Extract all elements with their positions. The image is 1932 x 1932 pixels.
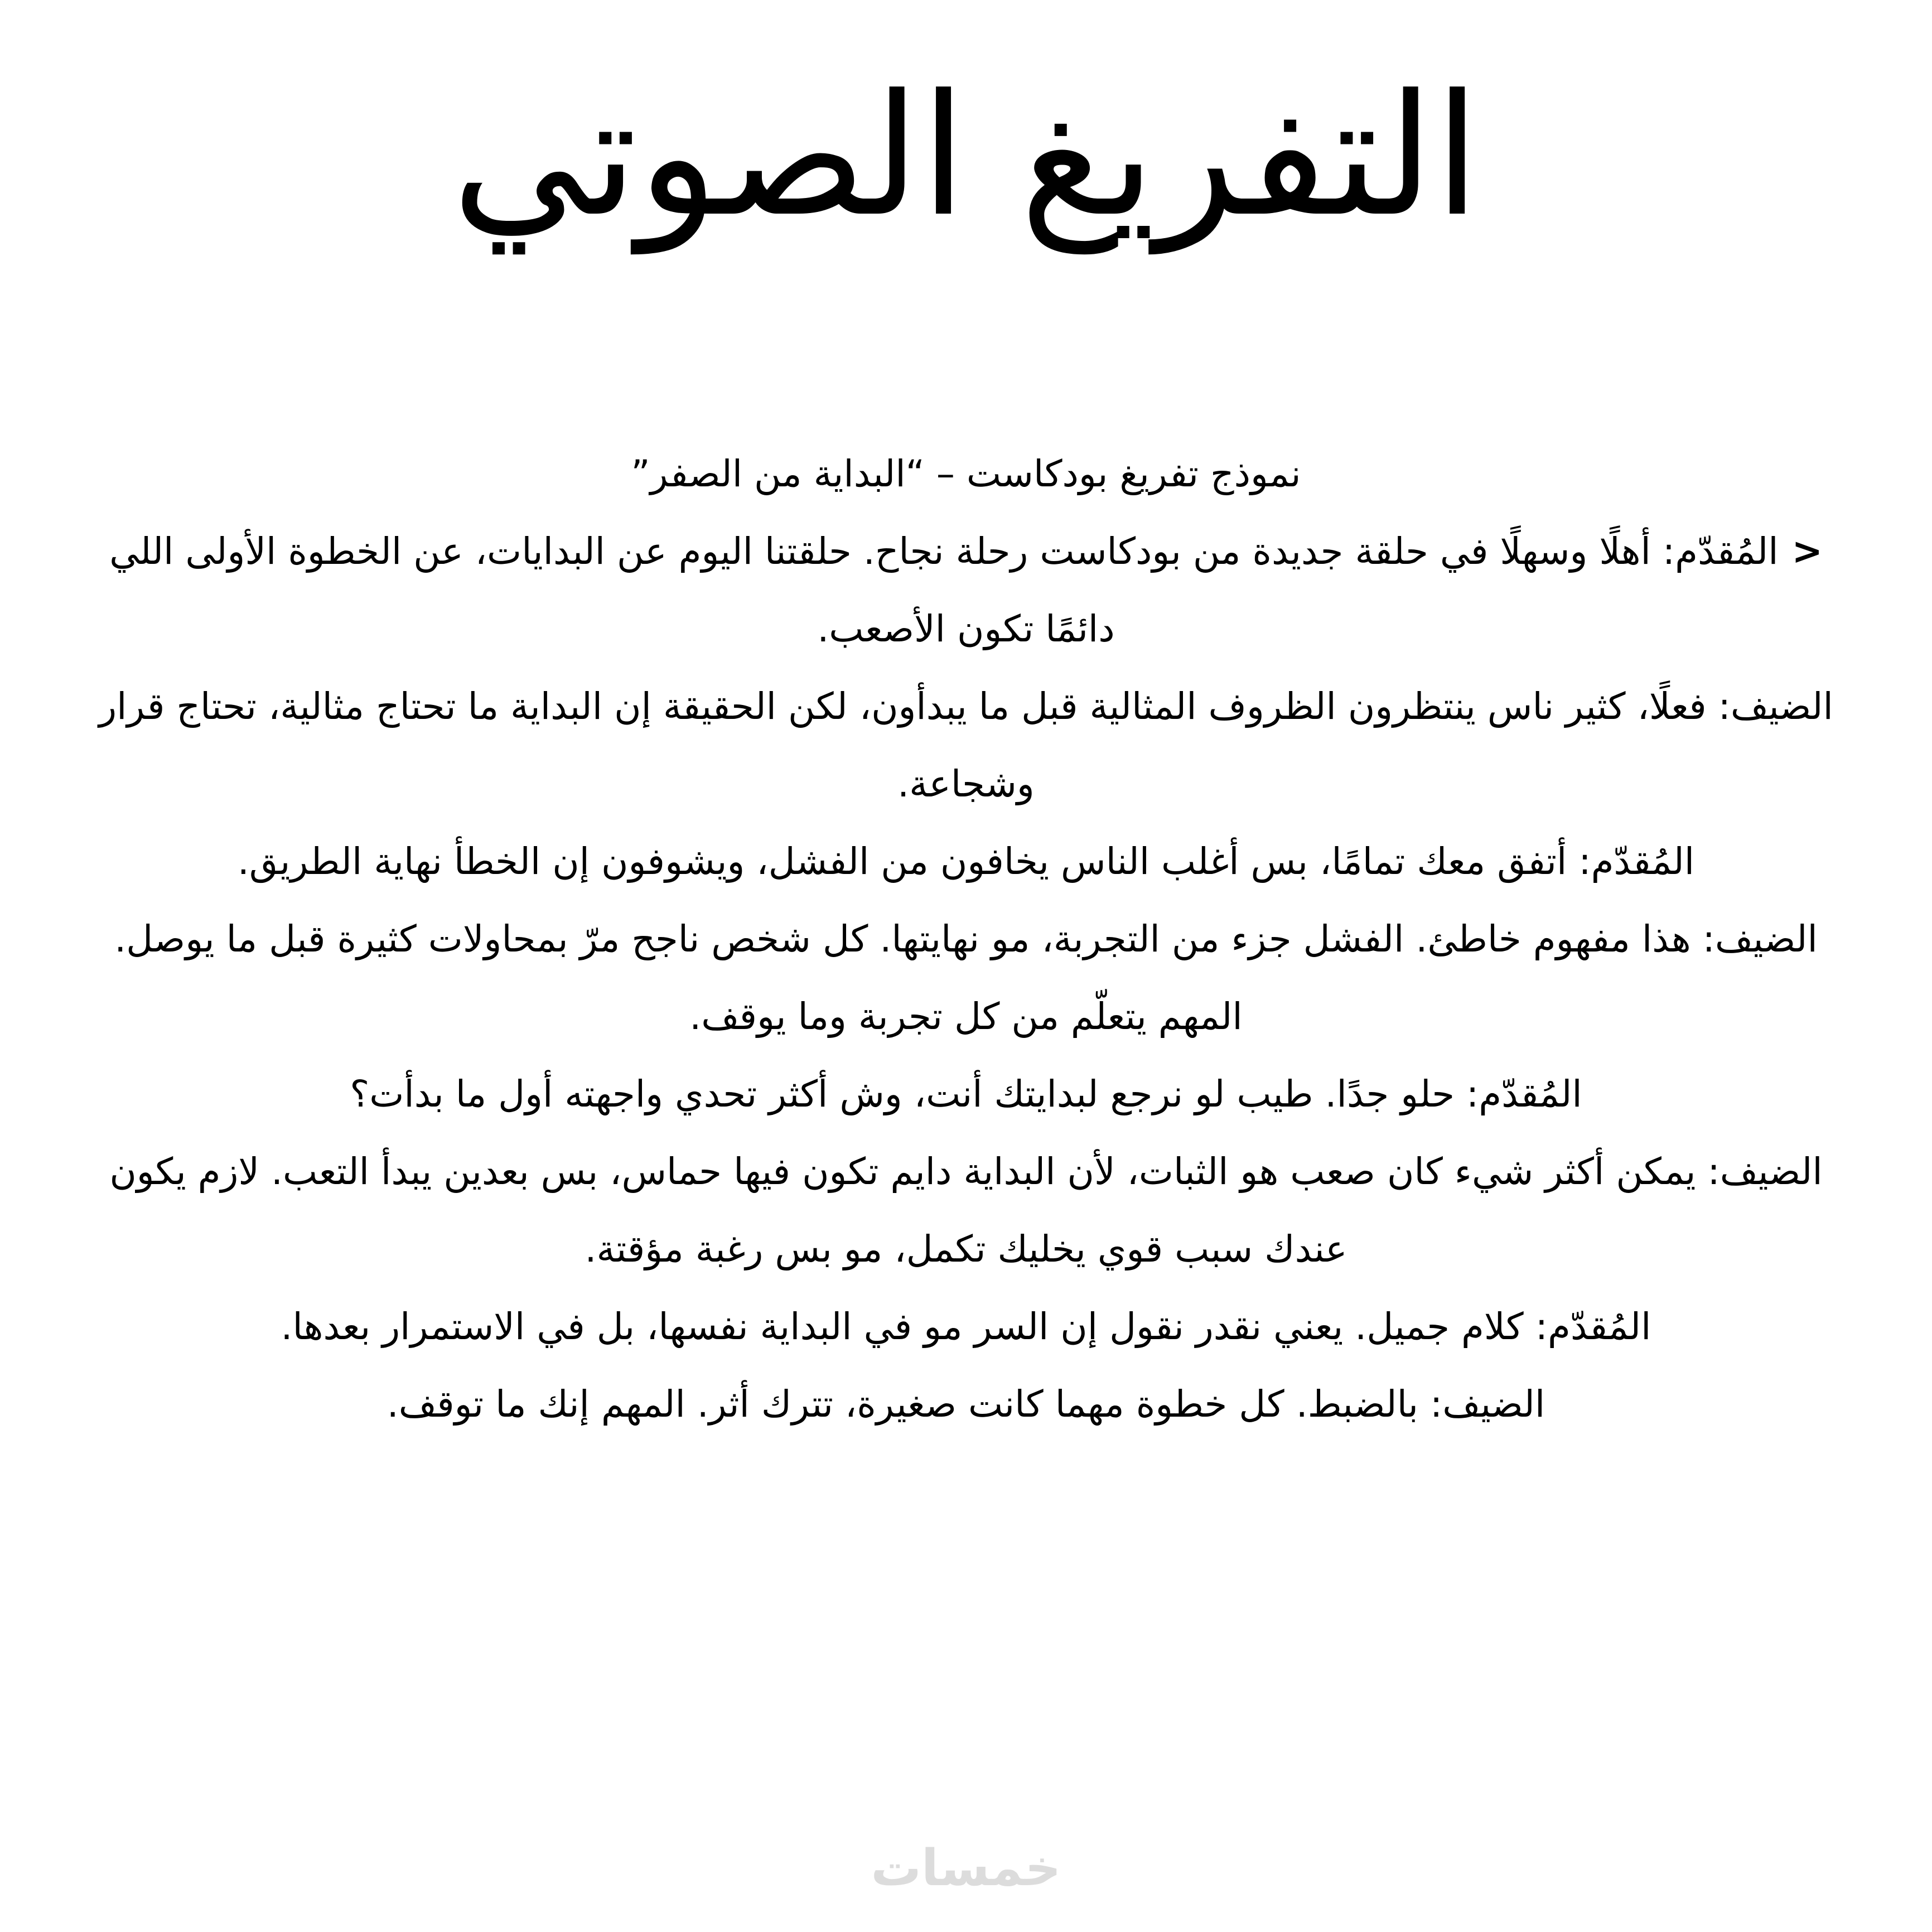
transcript-line [84, 513, 1848, 668]
page-title: التفريغ الصوتي [451, 59, 1481, 253]
transcript-line [84, 1055, 1848, 1133]
transcript-line [84, 823, 1848, 900]
quote-marker: < [1791, 530, 1823, 573]
line-text: هذا مفهوم خاطئ. الفشل جزء من التجربة، مو نهايتها. كل شخص ناجح مرّ بمحاولات كثيرة قبل ما يوصل. المهم يتعلّم من كل تجربة وما يوقف. [114, 917, 1691, 1038]
line-text: فعلًا، كثير ناس ينتظرون الظروف المثالية قبل ما يبدأون، لكن الحقيقة إن البداية ما تحتاج مثالية، تحتاج قرار وشجاعة. [99, 685, 1707, 805]
speaker-label: الضيف: [1718, 685, 1833, 728]
line-text: يمكن أكثر شيء كان صعب هو الثبات، لأن البداية دايم تكون فيها حماس، بس بعدين يبدأ التعب. لازم يكون عندك سبب قوي يخليك تكمل، مو بس رغبة مؤقتة. [109, 1150, 1696, 1271]
speaker-label: الضيف: [1430, 1383, 1545, 1426]
transcript-line [84, 1365, 1848, 1443]
watermark-logo: خمسات [871, 1839, 1061, 1897]
line-text: أتفق معك تمامًا، بس أغلب الناس يخافون من الفشل، ويشوفون إن الخطأ نهاية الطريق. [237, 840, 1567, 883]
transcript-line [84, 900, 1848, 1055]
speaker-label: المُقدّم: [1662, 530, 1779, 573]
line-text: كلام جميل. يعني نقدر نقول إن السر مو في البداية نفسها، بل في الاستمرار بعدها. [281, 1305, 1524, 1348]
transcript-line [84, 668, 1848, 823]
transcript-line [84, 1133, 1848, 1288]
line-text: بالضبط. كل خطوة مهما كانت صغيرة، تترك أثر. المهم إنك ما توقف. [387, 1383, 1419, 1426]
speaker-label: الضيف: [1707, 1150, 1823, 1193]
line-text: أهلًا وسهلًا في حلقة جديدة من بودكاست رحلة نجاح. حلقتنا اليوم عن البدايات، عن الخطوة الأولى اللي دائمًا تكون الأصعب. [109, 530, 1651, 650]
speaker-label: المُقدّم: [1535, 1305, 1651, 1348]
transcript-subtitle: نموذج تفريغ بودكاست – “البداية من الصفر” [631, 452, 1301, 495]
speaker-label: الضيف: [1702, 917, 1818, 960]
line-text: حلو جدًا. طيب لو نرجع لبدايتك أنت، وش أكثر تحدي واجهته أول ما بدأت؟ [350, 1073, 1455, 1115]
speaker-label: المُقدّم: [1466, 1073, 1582, 1115]
transcript [84, 435, 1848, 1443]
transcript-line [84, 1288, 1848, 1365]
speaker-label: المُقدّم: [1578, 840, 1695, 883]
